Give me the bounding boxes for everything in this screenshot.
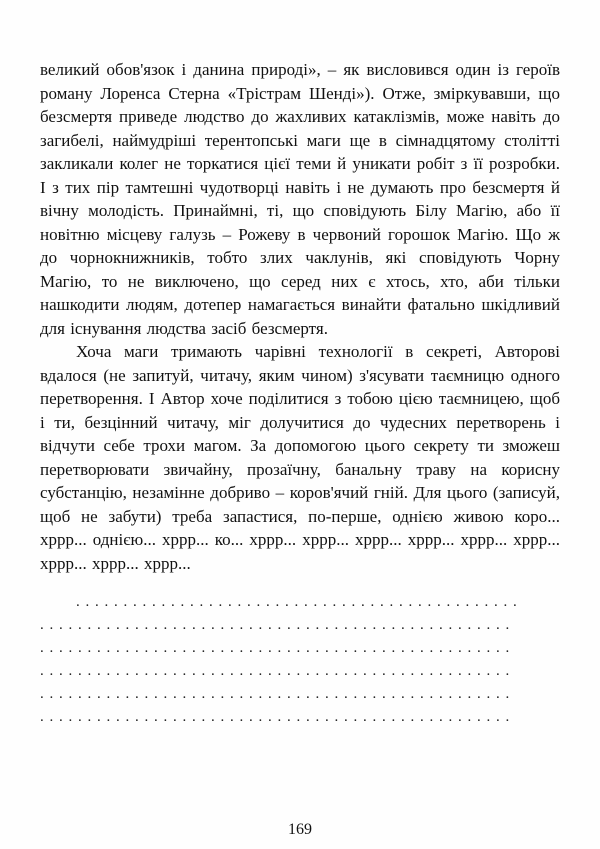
dotted-line: . . . . . . . . . . . . . . . . . . . . . . . . . . . . . . . . . . . . . . . . . . . . . . .: [76, 594, 518, 610]
paragraph-continuation: великий обов'язок і данина природі», – як висловився один із героїв роману Лоренса Стерна «Трістрам Шенді»). Отже, зміркувавши, що безсмертя приведе людство до жахливих катаклізмів, може навіть до загибелі, наймудріші терентопські маги ще в сімнадцятому столітті закликали колег не торкатися цієї теми й уникати робіт з її розробки. І з тих пір тамтешні чудотворці навіть і не думають про безсмертя й вічну молодість. Принаймні, ті, що сповідують Білу Магію, або її новітню місцеву галузь – Рожеву в червоний горошок Магію. Що ж до чорнокнижників, тобто злих чаклунів, які сповідують Чорну Магію, то не виключено, що серед них є хтось, хто, аби тільки нашкодити людям, дотепер намагається винайти фатально шкідливий для існування людства засіб безсмертя.: [40, 60, 560, 338]
text-block: [40, 58, 560, 729]
dotted-line: . . . . . . . . . . . . . . . . . . . . . . . . . . . . . . . . . . . . . . . . . . . . . . . . . .: [40, 617, 511, 633]
dotted-line: . . . . . . . . . . . . . . . . . . . . . . . . . . . . . . . . . . . . . . . . . . . . . . . . . .: [40, 663, 511, 679]
dotted-line: . . . . . . . . . . . . . . . . . . . . . . . . . . . . . . . . . . . . . . . . . . . . . . . . . .: [40, 709, 511, 725]
dotted-lines-block: [40, 591, 560, 729]
dotted-line: . . . . . . . . . . . . . . . . . . . . . . . . . . . . . . . . . . . . . . . . . . . . . . . . . .: [40, 686, 511, 702]
page-number: 169: [288, 821, 312, 838]
dotted-line: . . . . . . . . . . . . . . . . . . . . . . . . . . . . . . . . . . . . . . . . . . . . . . . . . .: [40, 640, 511, 656]
paragraph-secret: Хоча маги тримають чарівні технології в секреті, Авторові вдалося (не запитуй, читачу, яким чином) з'ясувати таємницю одного перетворення. І Автор хоче поділитися з тобою цією таємницею, щоб і ти, безцінний читачу, міг долучитися до чудесних перетворень і відчути себе трохи магом. За допомогою цього секрету ти зможеш перетворювати звичайну, прозаїчну, банальну траву на корисну субстанцію, незамінне добриво – коров'ячий гній. Для цього (записуй, щоб не забути) треба запастися, по-перше, однією живою коро... хррр... однією... хррр... ко... хррр... хррр... хррр... хррр... хррр... хррр... хррр... хррр... хррр...: [40, 342, 560, 573]
